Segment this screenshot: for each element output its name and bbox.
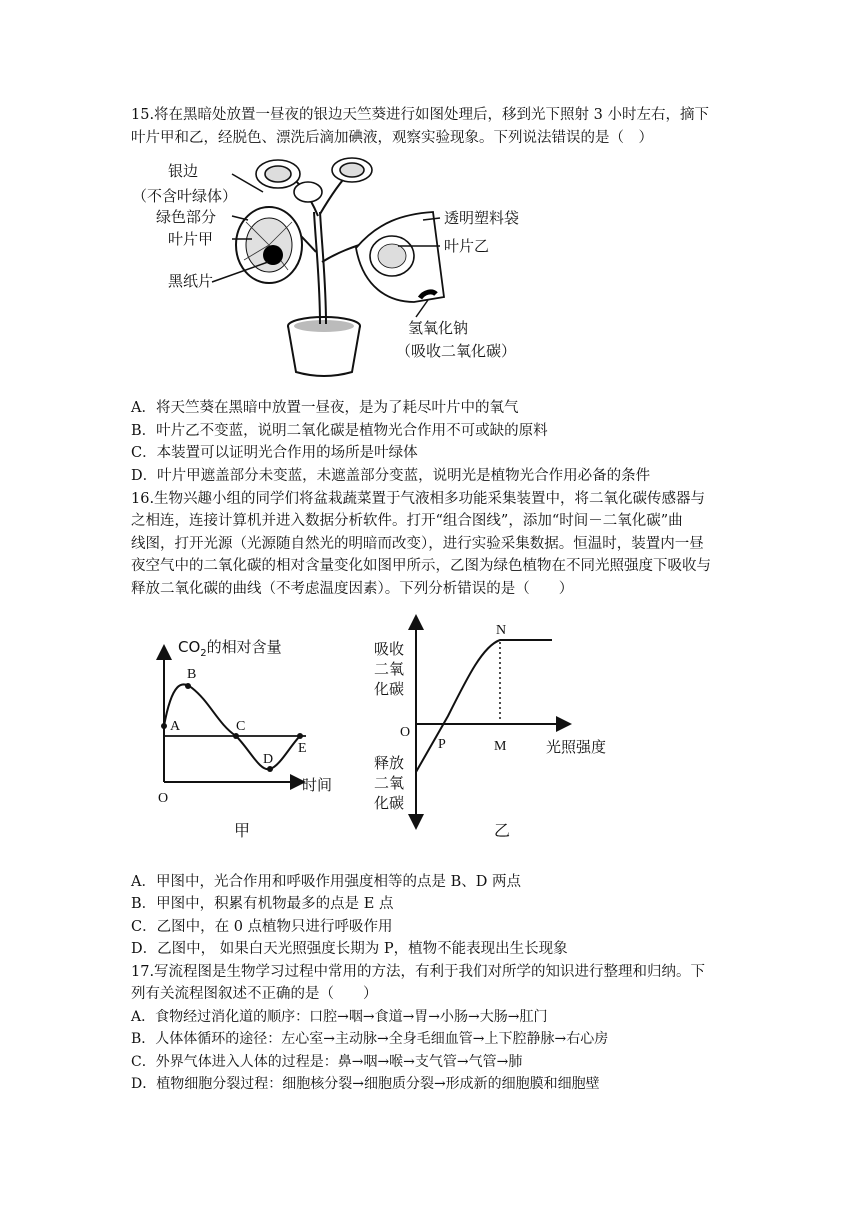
label-point-e: E [298, 741, 307, 756]
y-bottom-label-1: 释放 [374, 754, 405, 772]
q15-stem-line-2: 叶片甲和乙，经脱色、漂洗后滴加碘液，观察实验现象。下列说法错误的是（ ） [131, 130, 653, 146]
q16-option-b: B．甲图中，积累有机物最多的点是 E 点 [131, 896, 394, 912]
point-a [161, 723, 167, 729]
chart-jia-caption: 甲 [234, 821, 251, 840]
q15-option-b: B．叶片乙不变蓝，说明二氧化碳是植物光合作用不可或缺的原料 [131, 423, 548, 439]
q16-option-c: C．乙图中，在 0 点植物只进行呼吸作用 [131, 919, 393, 935]
q15-option-a: A．将天竺葵在黑暗中放置一昼夜，是为了耗尽叶片中的氧气 [131, 400, 519, 416]
y-bottom-label-2: 二氧 [374, 774, 405, 792]
label-black-paper: 黑纸片 [168, 272, 214, 290]
chart-yi-xlabel: 光照强度 [546, 738, 607, 756]
label-silver-edge: 银边 [168, 162, 199, 180]
plastic-bag [356, 212, 444, 302]
q15-option-c: C．本装置可以证明光合作用的场所是叶绿体 [131, 445, 418, 461]
label-plastic-bag: 透明塑料袋 [444, 209, 520, 227]
chart-jia-ylabel: $CO_2$的相对含量 [178, 638, 282, 659]
point-e [297, 733, 303, 739]
q17-option-b: B．人体体循环的途径：左心室→主动脉→全身毛细血管→上下腔静脉→右心房 [131, 1031, 609, 1047]
label-naoh: 氢氧化钠 [408, 319, 469, 337]
y-top-label-3: 化碳 [374, 680, 405, 698]
chart-yi-caption: 乙 [494, 821, 511, 840]
q16-stem-line-1: 16.生物兴趣小组的同学们将盆栽蔬菜置于气液相多功能采集装置中，将二氧化碳传感器与 [131, 491, 706, 507]
q16-option-a: A．甲图中，光合作用和呼吸作用强度相等的点是 B、D 两点 [131, 874, 521, 890]
chart-yi-origin: O [400, 725, 411, 740]
q15-plant-figure [128, 152, 548, 384]
flower-pot [288, 317, 360, 376]
label-no-chloroplast: （不含叶绿体） [132, 187, 238, 205]
leaf-a [236, 207, 302, 283]
label-point-n: N [496, 623, 507, 638]
label-absorb-co2: （吸收二氧化碳） [396, 342, 517, 360]
q16-stem-line-4: 夜空气中的二氧化碳的相对含量变化如图甲所示，乙图为绿色植物在不同光照强度下吸收与 [131, 558, 711, 574]
y-bottom-label-3: 化碳 [374, 794, 405, 812]
label-point-m: M [494, 739, 507, 754]
q16-stem-line-2: 之相连，连接计算机并进入数据分析软件。打开“组合图线”，添加“时间－二氧化碳”曲 [131, 513, 683, 529]
plant-leaves [256, 158, 372, 202]
label-green-part: 绿色部分 [156, 208, 217, 226]
chart-yi [368, 616, 628, 842]
q15-stem-line-1: 15.将在黑暗处放置一昼夜的银边天竺葵进行如图处理后，移到光下照射 3 小时左右，摘下 [131, 107, 709, 123]
q16-stem-line-3: 线图，打开光源（光源随自然光的明暗而改变），进行实验采集数据。恒温时，装置内一昼 [131, 536, 704, 552]
label-leaf-a: 叶片甲 [168, 230, 214, 248]
q16-stem-line-5: 释放二氧化碳的曲线（不考虑温度因素）。下列分析错误的是（ ） [131, 581, 574, 597]
q17-stem-line-1: 17.写流程图是生物学习过程中常用的方法，有利于我们对所学的知识进行整理和归纳。下 [131, 964, 706, 980]
co2-curve [164, 684, 300, 769]
y-top-label-2: 二氧 [374, 660, 405, 678]
q16-option-d: D．乙图中， 如果白天光照强度长期为 P，植物不能表现出生长现象 [131, 941, 568, 957]
chart-jia-origin: O [158, 791, 169, 806]
label-point-b: B [187, 667, 197, 682]
q17-option-d: D．植物细胞分裂过程：细胞核分裂→细胞质分裂→形成新的细胞膜和细胞壁 [131, 1076, 600, 1092]
label-point-d: D [263, 752, 274, 767]
y-top-label-1: 吸收 [374, 640, 405, 658]
q15-option-d: D．叶片甲遮盖部分未变蓝，未遮盖部分变蓝，说明光是植物光合作用必备的条件 [131, 468, 651, 484]
chart-jia-xlabel: 时间 [302, 776, 333, 794]
chart-jia [150, 632, 333, 842]
q17-option-a: A．食物经过消化道的顺序：口腔→咽→食道→胃→小肠→大肠→肛门 [131, 1009, 548, 1025]
co2-exchange-curve [416, 640, 552, 772]
q17-stem-line-2: 列有关流程图叙述不正确的是（ ） [131, 986, 378, 1002]
q17-option-c: C．外界气体进入人体的过程是：鼻→咽→喉→支气管→气管→肺 [131, 1054, 523, 1070]
label-leaf-b: 叶片乙 [444, 237, 490, 255]
label-point-c: C [236, 719, 246, 734]
point-b [185, 683, 191, 689]
label-point-p: P [438, 737, 446, 752]
label-point-a: A [170, 719, 181, 734]
